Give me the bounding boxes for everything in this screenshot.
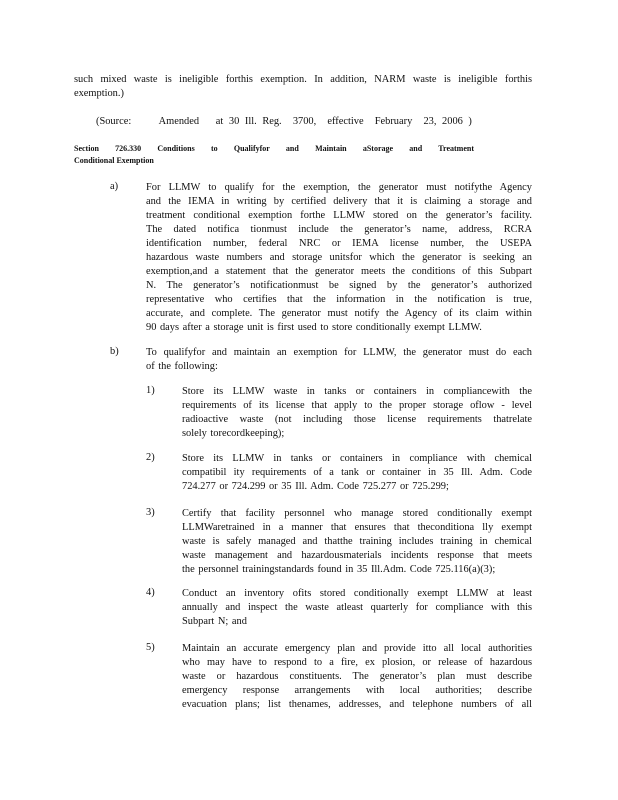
subsection-b-label: b) xyxy=(110,346,119,357)
text-line: Store its LLMW waste in tanks or containers in compliancewith the xyxy=(182,386,532,397)
item-5-label: 5) xyxy=(146,642,155,653)
text-line: and the IEMA in writing by certified delivery that it is claiming a storage and xyxy=(146,196,532,207)
text-line: requirements of its license that apply to the proper storage oflow - level xyxy=(182,400,532,411)
text-line: Maintain an accurate emergency plan and provide itto all local authorities xyxy=(182,643,532,654)
text-line: LLMWaretrained in a manner that ensures that theconditiona lly exempt xyxy=(182,522,532,533)
text-line: annually and inspect the waste atleast quarterly for compliance with this xyxy=(182,602,532,613)
text-line: waste is safely managed and thatthe training includes training in chemical xyxy=(182,536,532,547)
item-4-label: 4) xyxy=(146,587,155,598)
text-line: of the following: xyxy=(146,361,218,372)
text-line: compatibil ity requirements of a tank or container in 35 Ill. Adm. Code xyxy=(182,467,532,478)
text-line: To qualifyfor and maintain an exemption for LLMW, the generator must do each xyxy=(146,347,532,358)
text-line: 90 days after a storage unit is first used to store conditionally exempt LLMW. xyxy=(146,322,482,333)
text-line: The dated notifica tionmust include the generator’s name, address, RCRA xyxy=(146,224,532,235)
text-line: Store its LLMW in tanks or containers in compliance with chemical xyxy=(182,453,532,464)
subsection-a-label: a) xyxy=(110,181,119,192)
text-line: waste management and hazardousmaterials incidents response that meets xyxy=(182,550,532,561)
text-line: N. The generator’s notificationmust be signed by the generator’s authorized xyxy=(146,280,532,291)
item-1-text xyxy=(182,385,532,441)
heading-line: Section 726.330 Conditions to Qualifyfor and Maintain aStorage and Treatment xyxy=(74,144,474,153)
item-1-label: 1) xyxy=(146,385,155,396)
text-line: waste or hazardous constituents. The generator’s plan must describe xyxy=(182,671,532,682)
text-line: 724.277 or 724.299 or 35 Ill. Adm. Code 725.277 or 725.299; xyxy=(182,481,449,492)
text-line: For LLMW to qualify for the exemption, the generator must notifythe Agency xyxy=(146,182,532,193)
text-line: Conduct an inventory ofits stored conditionally exempt LLMW at least xyxy=(182,588,532,599)
text-line: exemption.) xyxy=(74,88,124,99)
text-line: Certify that facility personnel who manage stored conditionally exempt xyxy=(182,508,532,519)
text-line: representative who certifies that the information in the notification is true, xyxy=(146,294,532,305)
source-note: (Source: Amended at 30 Ill. Reg. 3700, effective February 23, 2006 ) xyxy=(96,116,472,127)
text-line: such mixed waste is ineligible forthis exemption. In addition, NARM waste is ineligible forthis xyxy=(74,74,532,85)
text-line: solely torecordkeeping); xyxy=(182,428,285,439)
item-5-text xyxy=(182,642,532,712)
item-3-label: 3) xyxy=(146,507,155,518)
text-line: exemption,and a statement that the generator meets the conditions of this Subpart xyxy=(146,266,532,277)
item-4-text xyxy=(182,587,532,629)
item-2-text xyxy=(182,452,532,494)
text-line: who may have to respond to a fire, ex plosion, or release of hazardous xyxy=(182,657,532,668)
section-heading xyxy=(74,143,474,167)
heading-line: Conditional Exemption xyxy=(74,156,154,165)
text-line: evacuation plans; list thenames, addresses, and telephone numbers of all xyxy=(182,699,532,710)
text-line: treatment conditional exemption forthe LLMW stored on the generator’s facility. xyxy=(146,210,532,221)
text-line: radioactive waste (not including those license requirements thatrelate xyxy=(182,414,532,425)
text-line: the personnel trainingstandards found in 35 Ill.Adm. Code 725.116(a)(3); xyxy=(182,564,496,575)
text-line: Subpart N; and xyxy=(182,616,247,627)
text-line: identification number, federal NRC or IEMA license number, the USEPA xyxy=(146,238,532,249)
item-3-text xyxy=(182,507,532,577)
subsection-a-text xyxy=(146,181,532,335)
subsection-b-text xyxy=(146,346,532,374)
text-line: hazardous waste numbers and storage unitsfor which the generator is seeking an xyxy=(146,252,532,263)
intro-paragraph xyxy=(74,73,532,101)
item-2-label: 2) xyxy=(146,452,155,463)
text-line: accurate, and complete. The generator must notify the Agency of its claim within xyxy=(146,308,532,319)
text-line: emergency response arrangements with local authorities; describe xyxy=(182,685,532,696)
